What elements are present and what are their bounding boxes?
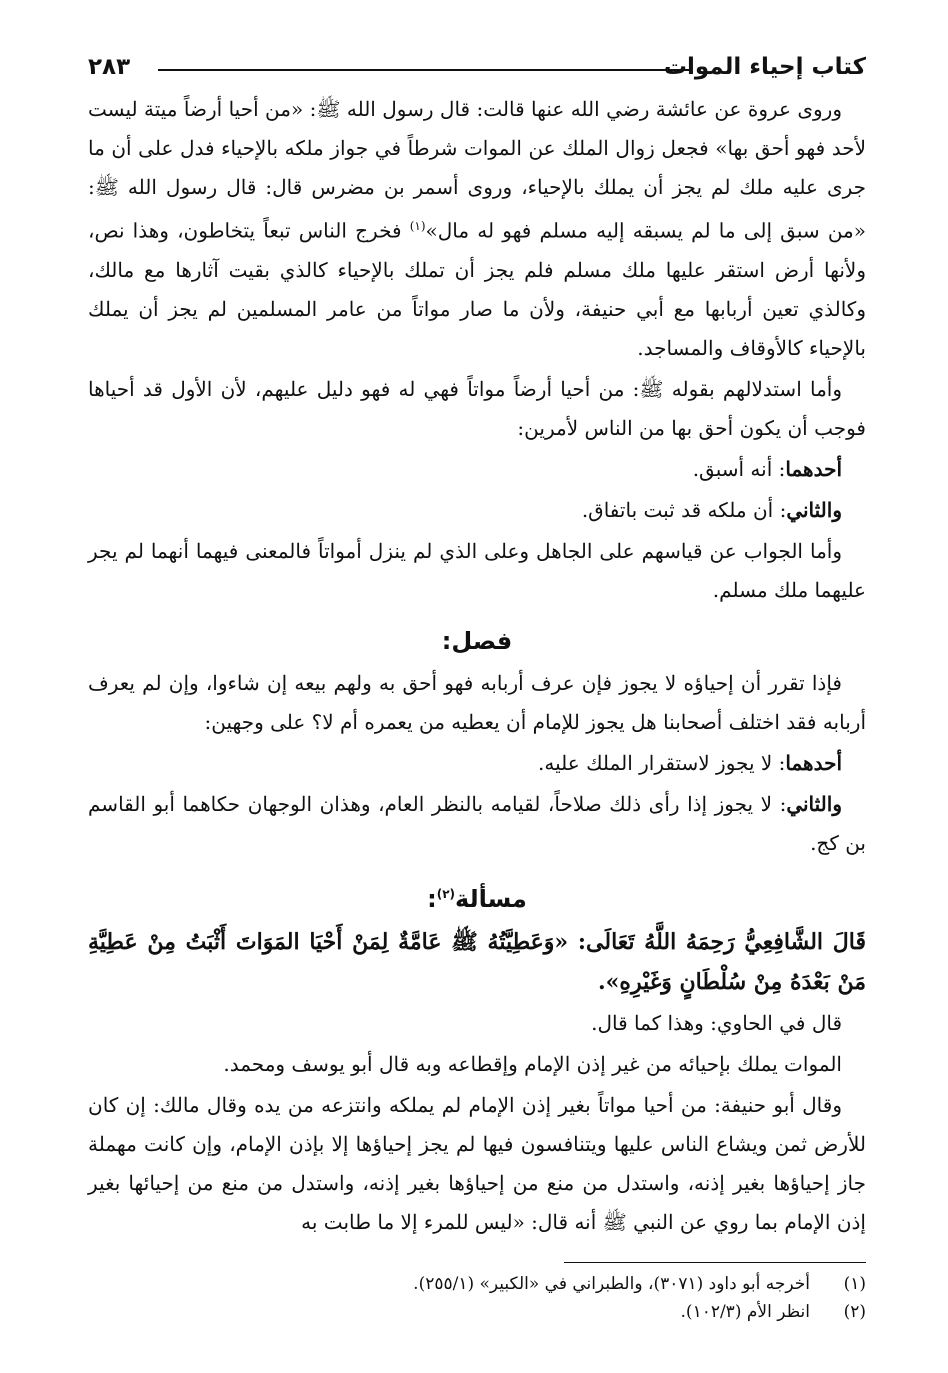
masala-colon: : xyxy=(427,884,437,913)
footnote-rule xyxy=(564,1262,866,1263)
paragraph-4-text: : أن ملكه قد ثبت باتفاق. xyxy=(581,497,787,522)
footnote-number: (١) xyxy=(843,1274,866,1294)
header-rule xyxy=(158,69,690,71)
paragraph-1-text: وروى عروة عن عائشة رضي الله عنها قالت: قال رسول الله ﷺ: «من أحيا أرضاً ميتة ليست لأحد فهو أحق بها» فجعل زوال الملك عن الموات شرطاً في جواز ملكه بالإحياء فدل على أن ما جرى عليه ملك لم يجز أن يملك بالإحياء، وروى أسمر بن مضرس قال: قال رسول الله ﷺ: «من سبق إلى ما لم يسبقه إليه مسلم فهو له مال» xyxy=(88,97,866,243)
footnote-text: انظر الأم (١٠٢/٣). xyxy=(680,1302,810,1322)
running-header xyxy=(88,50,866,90)
paragraph-2: وأما استدلالهم بقوله ﷺ: من أحيا أرضاً مواتاً فهي له فهو دليل عليهم، لأن الأول قد أحياها فوجب أن يكون أحق بها من الناس لأمرين: xyxy=(88,376,866,440)
paragraph-8 xyxy=(88,785,866,863)
section-heading-fasl: فصل: xyxy=(441,626,513,655)
main-text xyxy=(88,90,866,1242)
paragraph-3-lead: أحدهما xyxy=(785,456,842,481)
paragraph-7-lead: أحدهما xyxy=(785,750,842,775)
paragraph-7-text: : لا يجوز لاستقرار الملك عليه. xyxy=(538,750,786,775)
shafii-quote: قَالَ الشَّافِعِيُّ رَحِمَهُ اللَّهُ تَعَالَى: «وَعَطِيَّتُهُ ﷺ عَامَّةٌ لِمَنْ أَحْيَا المَوَاتَ أَثْبَتُ مِنْ عَطِيَّةِ مَنْ بَعْدَهُ مِنْ سُلْطَانٍ وَغَيْرِهِ». xyxy=(88,928,866,995)
paragraph-7 xyxy=(88,744,866,783)
footnote-ref-1: (١) xyxy=(409,219,426,233)
footnote-text: أخرجه أبو داود (٣٠٧١)، والطبراني في «الكبير» (٢٥٥/١). xyxy=(413,1274,810,1294)
paragraph-1-end: فخرج الناس تبعاً يتخاطون، وهذا نص، ولأنها أرض استقر عليها ملك مسلم فلم يجز أن تملك بالإحياء كالذي بقيت آثارها مع مالك، وكالذي تعين أربابها مع أبي حنيفة، ولأن ما صار مواتاً من عامر المسلمين لم يجز أن يملك بالإحياء كالأوقاف والمساجد. xyxy=(88,218,866,360)
masala-word: مسألة xyxy=(455,884,527,913)
paragraph-3 xyxy=(88,450,866,489)
section-heading-masala xyxy=(88,877,866,916)
footnotes xyxy=(88,1270,866,1326)
paragraph-4-lead: والثاني xyxy=(786,497,842,522)
paragraph-1 xyxy=(88,90,866,368)
paragraph-8-text: : لا يجوز إذا رأى ذلك صلاحاً، لقيامه بالنظر العام، وهذان الوجهان حكاهما أبو القاسم بن كج. xyxy=(88,791,866,855)
footnote-ref-2: (٢) xyxy=(436,886,456,901)
paragraph-10: الموات يملك بإحيائه من غير إذن الإمام وإقطاعه وبه قال أبو يوسف ومحمد. xyxy=(223,1051,842,1076)
paragraph-6: فإذا تقرر أن إحياؤه لا يجوز فإن عرف أربابه فهو أحق به ولهم بيعه إن شاءوا، وإن لم يعرف أربابه فقد اختلف أصحابنا هل يجوز للإمام أن يعطيه من يعمره أم لا؟ على وجهين: xyxy=(88,670,866,734)
page-number: ٢٨٣ xyxy=(88,54,131,80)
paragraph-3-text: : أنه أسبق. xyxy=(692,456,786,481)
footnote-number: (٢) xyxy=(843,1302,866,1322)
paragraph-11: وقال أبو حنيفة: من أحيا مواتاً بغير إذن الإمام لم يملكه وانتزعه من يده وقال مالك: إن كان للأرض ثمن ويشاع الناس عليها ويتنافسون فيها لم يجز إحياؤها إلا بإذن الإمام، وإن كانت مهملة جاز إحياؤها بغير إذنه، واستدل من منع من إحياؤها بغير إذنه، واستدل من منع من إحيائها بغير إذن الإمام بما روي عن النبي ﷺ أنه قال: «ليس للمرء إلا ما طابت به xyxy=(88,1092,866,1234)
paragraph-4 xyxy=(88,491,866,530)
footnote xyxy=(88,1270,866,1298)
paragraph-5: وأما الجواب عن قياسهم على الجاهل وعلى الذي لم ينزل أمواتاً فالمعنى فيهما أنهما لم يجر عليهما ملك مسلم. xyxy=(88,538,866,602)
paragraph-8-lead: والثاني xyxy=(786,791,842,816)
chapter-title: كتاب إحياء الموات xyxy=(663,54,866,80)
paragraph-9: قال في الحاوي: وهذا كما قال. xyxy=(591,1010,842,1035)
footnote xyxy=(88,1298,866,1326)
